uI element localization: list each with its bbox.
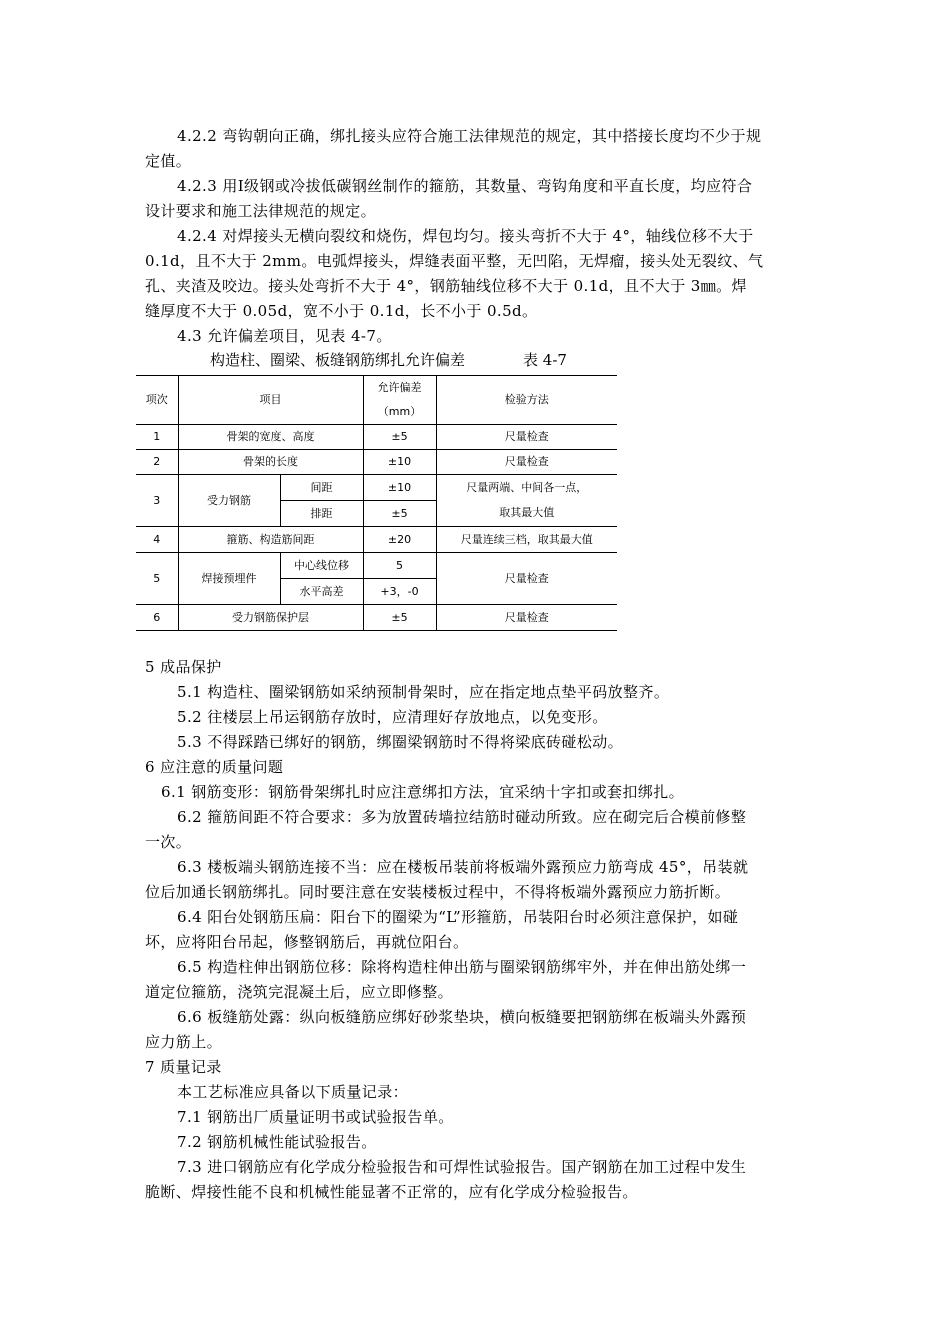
paragraph-4-2-4-line2: 0.1d，且不大于 2mm。电弧焊接头，焊缝表面平整，无凹陷，无焊瘤，接头处无裂纹、气: [145, 252, 764, 270]
paragraph-4-2-4-line4: 缝厚度不大于 0.05d，宽不小于 0.1d，长不小于 0.5d。: [145, 302, 538, 320]
paragraph-4-3: 4.3 允许偏差项目，见表 4-7。: [177, 327, 392, 345]
paragraph-4-2-4-line3: 孔、夹渣及咬边。接头处弯折不大于 4°，钢筋轴线位移不大于 0.1d，且不大于 3㎜。焊: [145, 277, 747, 295]
cell-no: 5: [136, 553, 178, 605]
cell-method: 尺量检查: [436, 450, 617, 475]
cell-no: 1: [136, 425, 178, 450]
header-no: 项次: [136, 376, 178, 425]
table-header-row: [136, 376, 617, 425]
cell-method: 尺量检查: [436, 605, 617, 631]
paragraph-7-2: 7.2 钢筋机械性能试验报告。: [177, 1133, 377, 1151]
tolerance-table: [136, 375, 617, 631]
cell-tolerance: 5: [363, 553, 436, 579]
paragraph-4-2-2-cont: 定值。: [145, 152, 192, 170]
cell-item: 受力钢筋保护层: [178, 605, 363, 631]
cell-tolerance: ±10: [363, 475, 436, 501]
cell-item: 骨架的长度: [178, 450, 363, 475]
section-6-heading: 6 应注意的质量问题: [145, 758, 284, 776]
cell-item: 受力钢筋: [178, 475, 280, 527]
cell-subitem: 间距: [280, 475, 363, 501]
cell-tolerance: ±10: [363, 450, 436, 475]
header-method: 检验方法: [436, 376, 617, 425]
header-tolerance: [363, 376, 436, 425]
paragraph-6-2: 6.2 箍筋间距不符合要求：多为放置砖墙拉结筋时碰动所致。应在砌完后合模前修整: [177, 808, 747, 826]
cell-no: 3: [136, 475, 178, 527]
cell-subitem: 排距: [280, 501, 363, 527]
table-caption: [210, 348, 567, 373]
paragraph-4-2-3-cont: 设计要求和施工法律规范的规定。: [145, 202, 377, 220]
table-title: 构造柱、圈梁、板缝钢筋绑扎允许偏差: [210, 351, 466, 369]
cell-tolerance: +3，-0: [363, 579, 436, 605]
paragraph-5-3: 5.3 不得踩踏已绑好的钢筋，绑圈梁钢筋时不得将梁底砖碰松动。: [177, 733, 624, 751]
paragraph-7-1: 7.1 钢筋出厂质量证明书或试验报告单。: [177, 1108, 454, 1126]
paragraph-7-intro: 本工艺标准应具备以下质量记录：: [177, 1083, 409, 1101]
table-row: [136, 425, 617, 450]
cell-tolerance: ±5: [363, 501, 436, 527]
paragraph-4-2-4: 4.2.4 对焊接头无横向裂纹和烧伤，焊包均匀。接头弯折不大于 4°，轴线位移不大于: [177, 227, 754, 245]
cell-no: 2: [136, 450, 178, 475]
cell-method: 尺量检查: [436, 425, 617, 450]
table-number: 表 4-7: [523, 351, 567, 369]
paragraph-4-2-3: 4.2.3 用Ⅰ级钢或冷拔低碳钢丝制作的箍筋，其数量、弯钩角度和平直长度，均应符合: [177, 177, 753, 195]
table-row: [136, 527, 617, 553]
paragraph-6-4: 6.4 阳台处钢筋压扁：阳台下的圈梁为“L”形箍筋，吊装阳台时必须注意保护，如碰: [177, 908, 739, 926]
cell-method: 尺量连续三档，取其最大值: [436, 527, 617, 553]
paragraph-6-5: 6.5 构造柱伸出钢筋位移：除将构造柱伸出筋与圈梁钢筋绑牢外，并在伸出筋处绑一: [177, 958, 747, 976]
paragraph-6-1: 6.1 钢筋变形：钢筋骨架绑扎时应注意绑扣方法，宜采纳十字扣或套扣绑扎。: [161, 783, 685, 801]
header-tolerance-unit: （mm）: [377, 405, 422, 418]
paragraph-6-3-cont: 位后加通长钢筋绑扎。同时要注意在安装楼板过程中，不得将板端外露预应力筋折断。: [145, 883, 731, 901]
paragraph-6-4-cont: 坏，应将阳台吊起，修整钢筋后，再就位阳台。: [145, 933, 469, 951]
cell-method: 尺量检查: [436, 553, 617, 605]
table-row: [136, 475, 617, 501]
paragraph-6-5-cont: 道定位箍筋，浇筑完混凝土后，应立即修整。: [145, 983, 454, 1001]
paragraph-4-2-2: 4.2.2 弯钩朝向正确，绑扎接头应符合施工法律规范的规定，其中搭接长度均不少于规: [177, 127, 762, 145]
header-tolerance-label: 允许偏差: [377, 381, 422, 394]
cell-item: 箍筋、构造筋间距: [178, 527, 363, 553]
cell-no: 6: [136, 605, 178, 631]
table-row: [136, 605, 617, 631]
cell-tolerance: ±20: [363, 527, 436, 553]
section-5-heading: 5 成品保护: [145, 658, 222, 676]
cell-subitem: 水平高差: [280, 579, 363, 605]
paragraph-6-6-cont: 应力筋上。: [145, 1033, 223, 1051]
cell-subitem: 中心线位移: [280, 553, 363, 579]
table-row: [136, 553, 617, 579]
paragraph-7-3-cont: 脆断、焊接性能不良和机械性能显著不正常的，应有化学成分检验报告。: [145, 1183, 638, 1201]
cell-no: 4: [136, 527, 178, 553]
cell-item: 焊接预埋件: [178, 553, 280, 605]
cell-method: 尺量两端、中间各一点，: [436, 475, 617, 501]
paragraph-7-3: 7.3 进口钢筋应有化学成分检验报告和可焊性试验报告。国产钢筋在加工过程中发生: [177, 1158, 747, 1176]
header-item: 项目: [178, 376, 363, 425]
section-7-heading: 7 质量记录: [145, 1058, 222, 1076]
paragraph-6-6: 6.6 板缝筋处露：纵向板缝筋应绑好砂浆垫块，横向板缝要把钢筋绑在板端头外露预: [177, 1008, 747, 1026]
cell-item: 骨架的宽度、高度: [178, 425, 363, 450]
table-row: [136, 450, 617, 475]
cell-tolerance: ±5: [363, 425, 436, 450]
paragraph-6-3: 6.3 楼板端头钢筋连接不当：应在楼板吊装前将板端外露预应力筋弯成 45°，吊装就: [177, 858, 749, 876]
cell-method: 取其最大值: [436, 501, 617, 527]
paragraph-5-1: 5.1 构造柱、圈梁钢筋如采纳预制骨架时，应在指定地点垫平码放整齐。: [177, 683, 670, 701]
cell-tolerance: ±5: [363, 605, 436, 631]
paragraph-6-2-cont: 一次。: [145, 833, 192, 851]
paragraph-5-2: 5.2 往楼层上吊运钢筋存放时，应清理好存放地点，以免变形。: [177, 708, 608, 726]
